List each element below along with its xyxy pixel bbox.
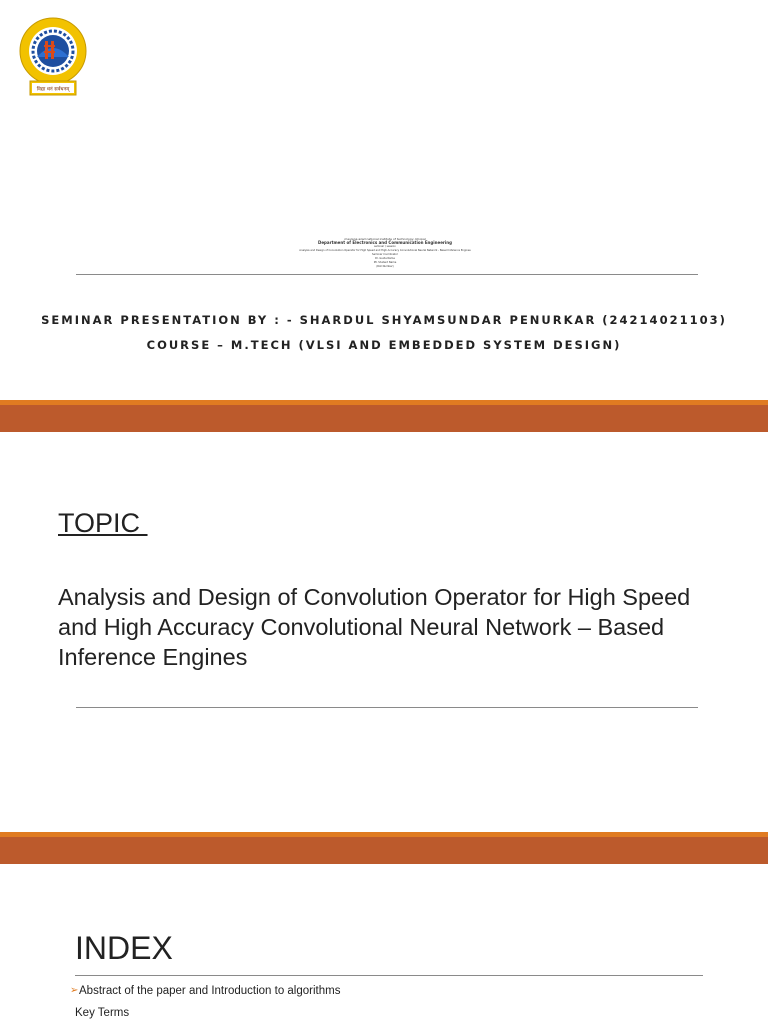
arrow-bullet-icon: ➢: [70, 985, 79, 996]
department-name: Department of Electronics and Communication Engineering: [318, 240, 452, 245]
divider: [75, 975, 703, 976]
fine-print-line: Analysis and Design of Convolution Operator for High Speed and High Accuracy Convolutional Neural Network - Based Inference Engines: [299, 249, 471, 252]
course-line: COURSE – M.TECH (VLSI AND EMBEDDED SYSTEM DESIGN): [146, 338, 622, 352]
slide-separator: [0, 400, 768, 432]
fine-print-line: Mr. Student Name: [373, 261, 397, 264]
fine-print-line: seminar / session: [374, 245, 396, 248]
institute-emblem-icon: [18, 15, 88, 99]
slide-separator: [0, 832, 768, 864]
topic-title: Analysis and Design of Convolution Operator for High Speed and High Accuracy Convolutional Neural Network – Based Inference Engines: [58, 584, 691, 670]
emblem-motto: विद्या धनं सर्वधनम्: [36, 86, 70, 93]
slide-fine-print: [250, 237, 520, 269]
fine-print-line: Seminar Coordinator: [372, 253, 398, 256]
fine-print-line: Dr. Guide Name: [375, 257, 395, 260]
divider: [76, 707, 698, 708]
list-item-label: Abstract of the paper and Introduction to algorithms: [79, 985, 341, 997]
fine-print-line: maulana azad national institute of technology, bhopal: [344, 237, 426, 241]
list-item-label: Key Terms: [75, 1007, 130, 1019]
topic-heading: TOPIC: [58, 508, 148, 538]
index-slide: [0, 864, 768, 1024]
divider: [76, 274, 698, 275]
presenter-line: SEMINAR PRESENTATION BY : - SHARDUL SHYAMSUNDAR PENURKAR (24214021103): [41, 313, 727, 327]
topic-slide: [0, 432, 768, 832]
fine-print-line: (Roll Number): [376, 265, 394, 268]
title-slide: [0, 0, 768, 400]
index-heading: INDEX: [75, 930, 173, 966]
